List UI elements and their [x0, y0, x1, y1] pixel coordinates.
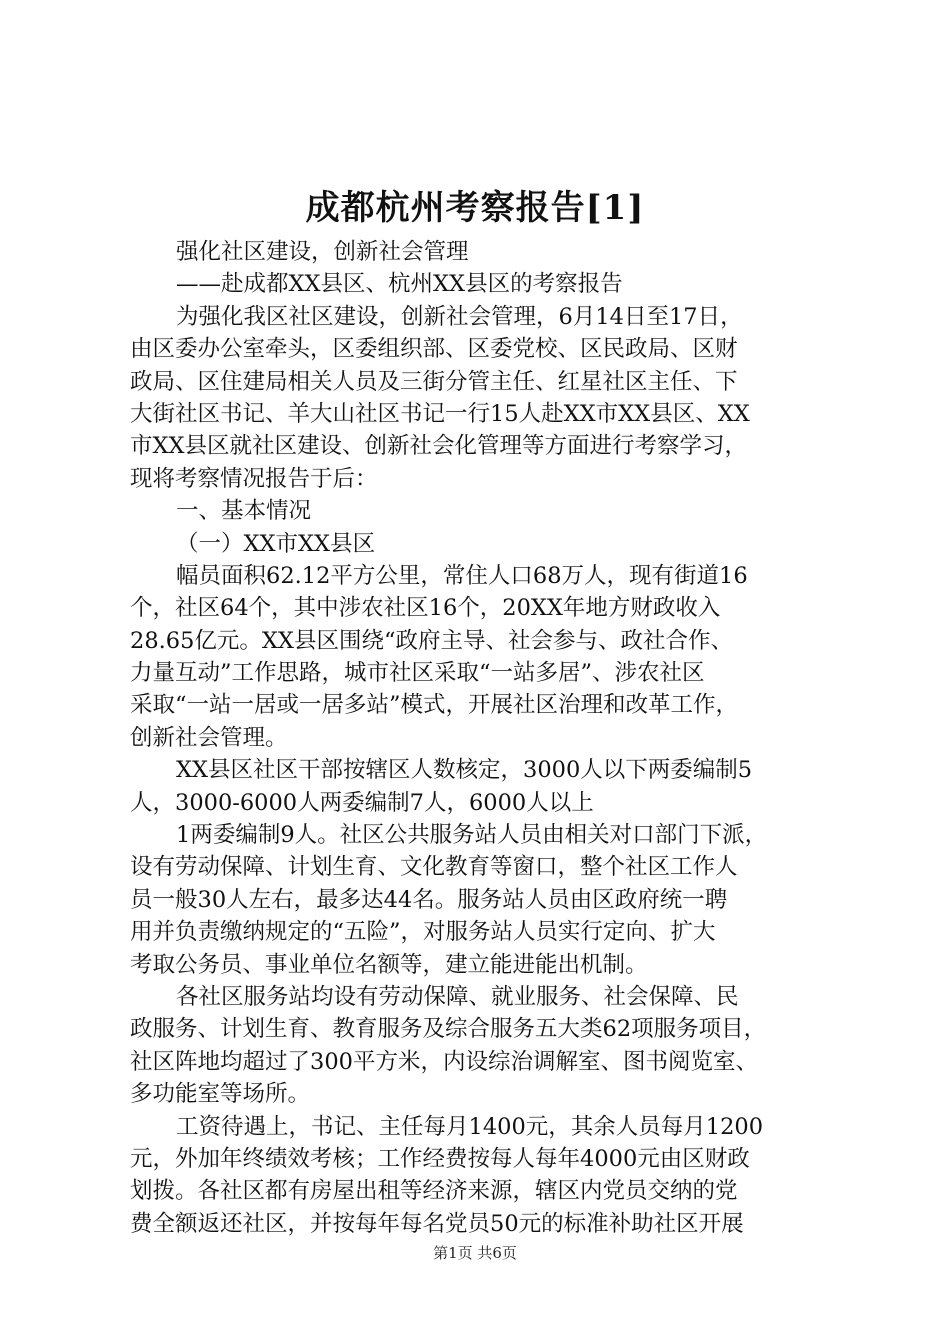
paragraph-line: 多功能室等场所。: [130, 1081, 311, 1108]
paragraph-line: 员一般30人左右，最多达44名。服务站人员由区政府统一聘: [130, 886, 728, 913]
paragraph-line: 采取“一站一居或一居多站”模式，开展社区治理和改革工作，: [130, 692, 739, 719]
paragraph-line: XX县区社区干部按辖区人数核定，3000人以下两委编制5: [176, 757, 753, 784]
paragraph-line: 力量互动”工作思路，城市社区采取“一站多居”、涉农社区: [130, 660, 705, 687]
paragraph-line: 大街社区书记、羊大山社区书记一行15人赴XX市XX县区、XX: [130, 400, 750, 427]
paragraph-line: 用并负责缴纳规定的“五险”，对服务站人员实行定向、扩大: [130, 919, 716, 946]
paragraph-line: 为强化我区社区建设，创新社会管理，6月14日至17日，: [176, 303, 743, 330]
paragraph-line: 费全额返还社区，并按每年每名党员50元的标准补助社区开展: [130, 1210, 744, 1237]
page-footer: 第1页 共6页: [433, 1244, 517, 1262]
paragraph-line: 设有劳动保障、计划生育、文化教育等窗口，整个社区工作人: [130, 854, 738, 881]
paragraph-line: 28.65亿元。XX县区围绕“政府主导、社会参与、政社合作、: [130, 627, 733, 654]
paragraph-line: 一、基本情况: [176, 498, 312, 525]
paragraph-line: 由区委办公室牵头，区委组织部、区委党校、区民政局、区财: [130, 336, 738, 363]
paragraph-line: 幅员面积62.12平方公里，常住人口68万人，现有街道16: [176, 562, 748, 589]
paragraph-line: 市XX县区就社区建设、创新社会化管理等方面进行考察学习，: [130, 433, 748, 460]
paragraph-line: ——赴成都XX县区、杭州XX县区的考察报告: [176, 271, 623, 298]
paragraph-line: 工资待遇上，书记、主任每月1400元，其余人员每月1200: [176, 1113, 764, 1140]
paragraph-line: 政服务、计划生育、教育服务及综合服务五大类62项服务项目，: [130, 1016, 767, 1043]
paragraph-line: 考取公务员、事业单位名额等，建立能进能出机制。: [130, 951, 648, 978]
paragraph-line: 政局、区住建局相关人员及三街分管主任、红星社区主任、下: [130, 368, 738, 395]
paragraph-line: 个，社区64个，其中涉农社区16个，20XX年地方财政收入: [130, 595, 721, 622]
document-body: [130, 236, 830, 1240]
paragraph-line: 元，外加年终绩效考核；工作经费按每人每年4000元由区财政: [130, 1145, 750, 1172]
paragraph-line: 人，3000-6000人两委编制7人，6000人以上: [130, 789, 594, 816]
paragraph-line: 社区阵地均超过了300平方米，内设综治调解室、图书阅览室、: [130, 1048, 758, 1075]
paragraph-line: 现将考察情况报告于后：: [130, 465, 378, 492]
paragraph-line: （一）XX市XX县区: [176, 530, 376, 557]
document-title: 成都杭州考察报告[1]: [305, 188, 645, 228]
paragraph-line: 创新社会管理。: [130, 724, 288, 751]
paragraph-line: 强化社区建设，创新社会管理: [176, 239, 469, 265]
paragraph-line: 1两委编制9人。社区公共服务站人员由相关对口部门下派，: [176, 822, 768, 849]
paragraph-line: 划拨。各社区都有房屋出租等经济来源，辖区内党员交纳的党: [130, 1178, 738, 1205]
paragraph-line: 各社区服务站均设有劳动保障、就业服务、社会保障、民: [176, 983, 739, 1010]
